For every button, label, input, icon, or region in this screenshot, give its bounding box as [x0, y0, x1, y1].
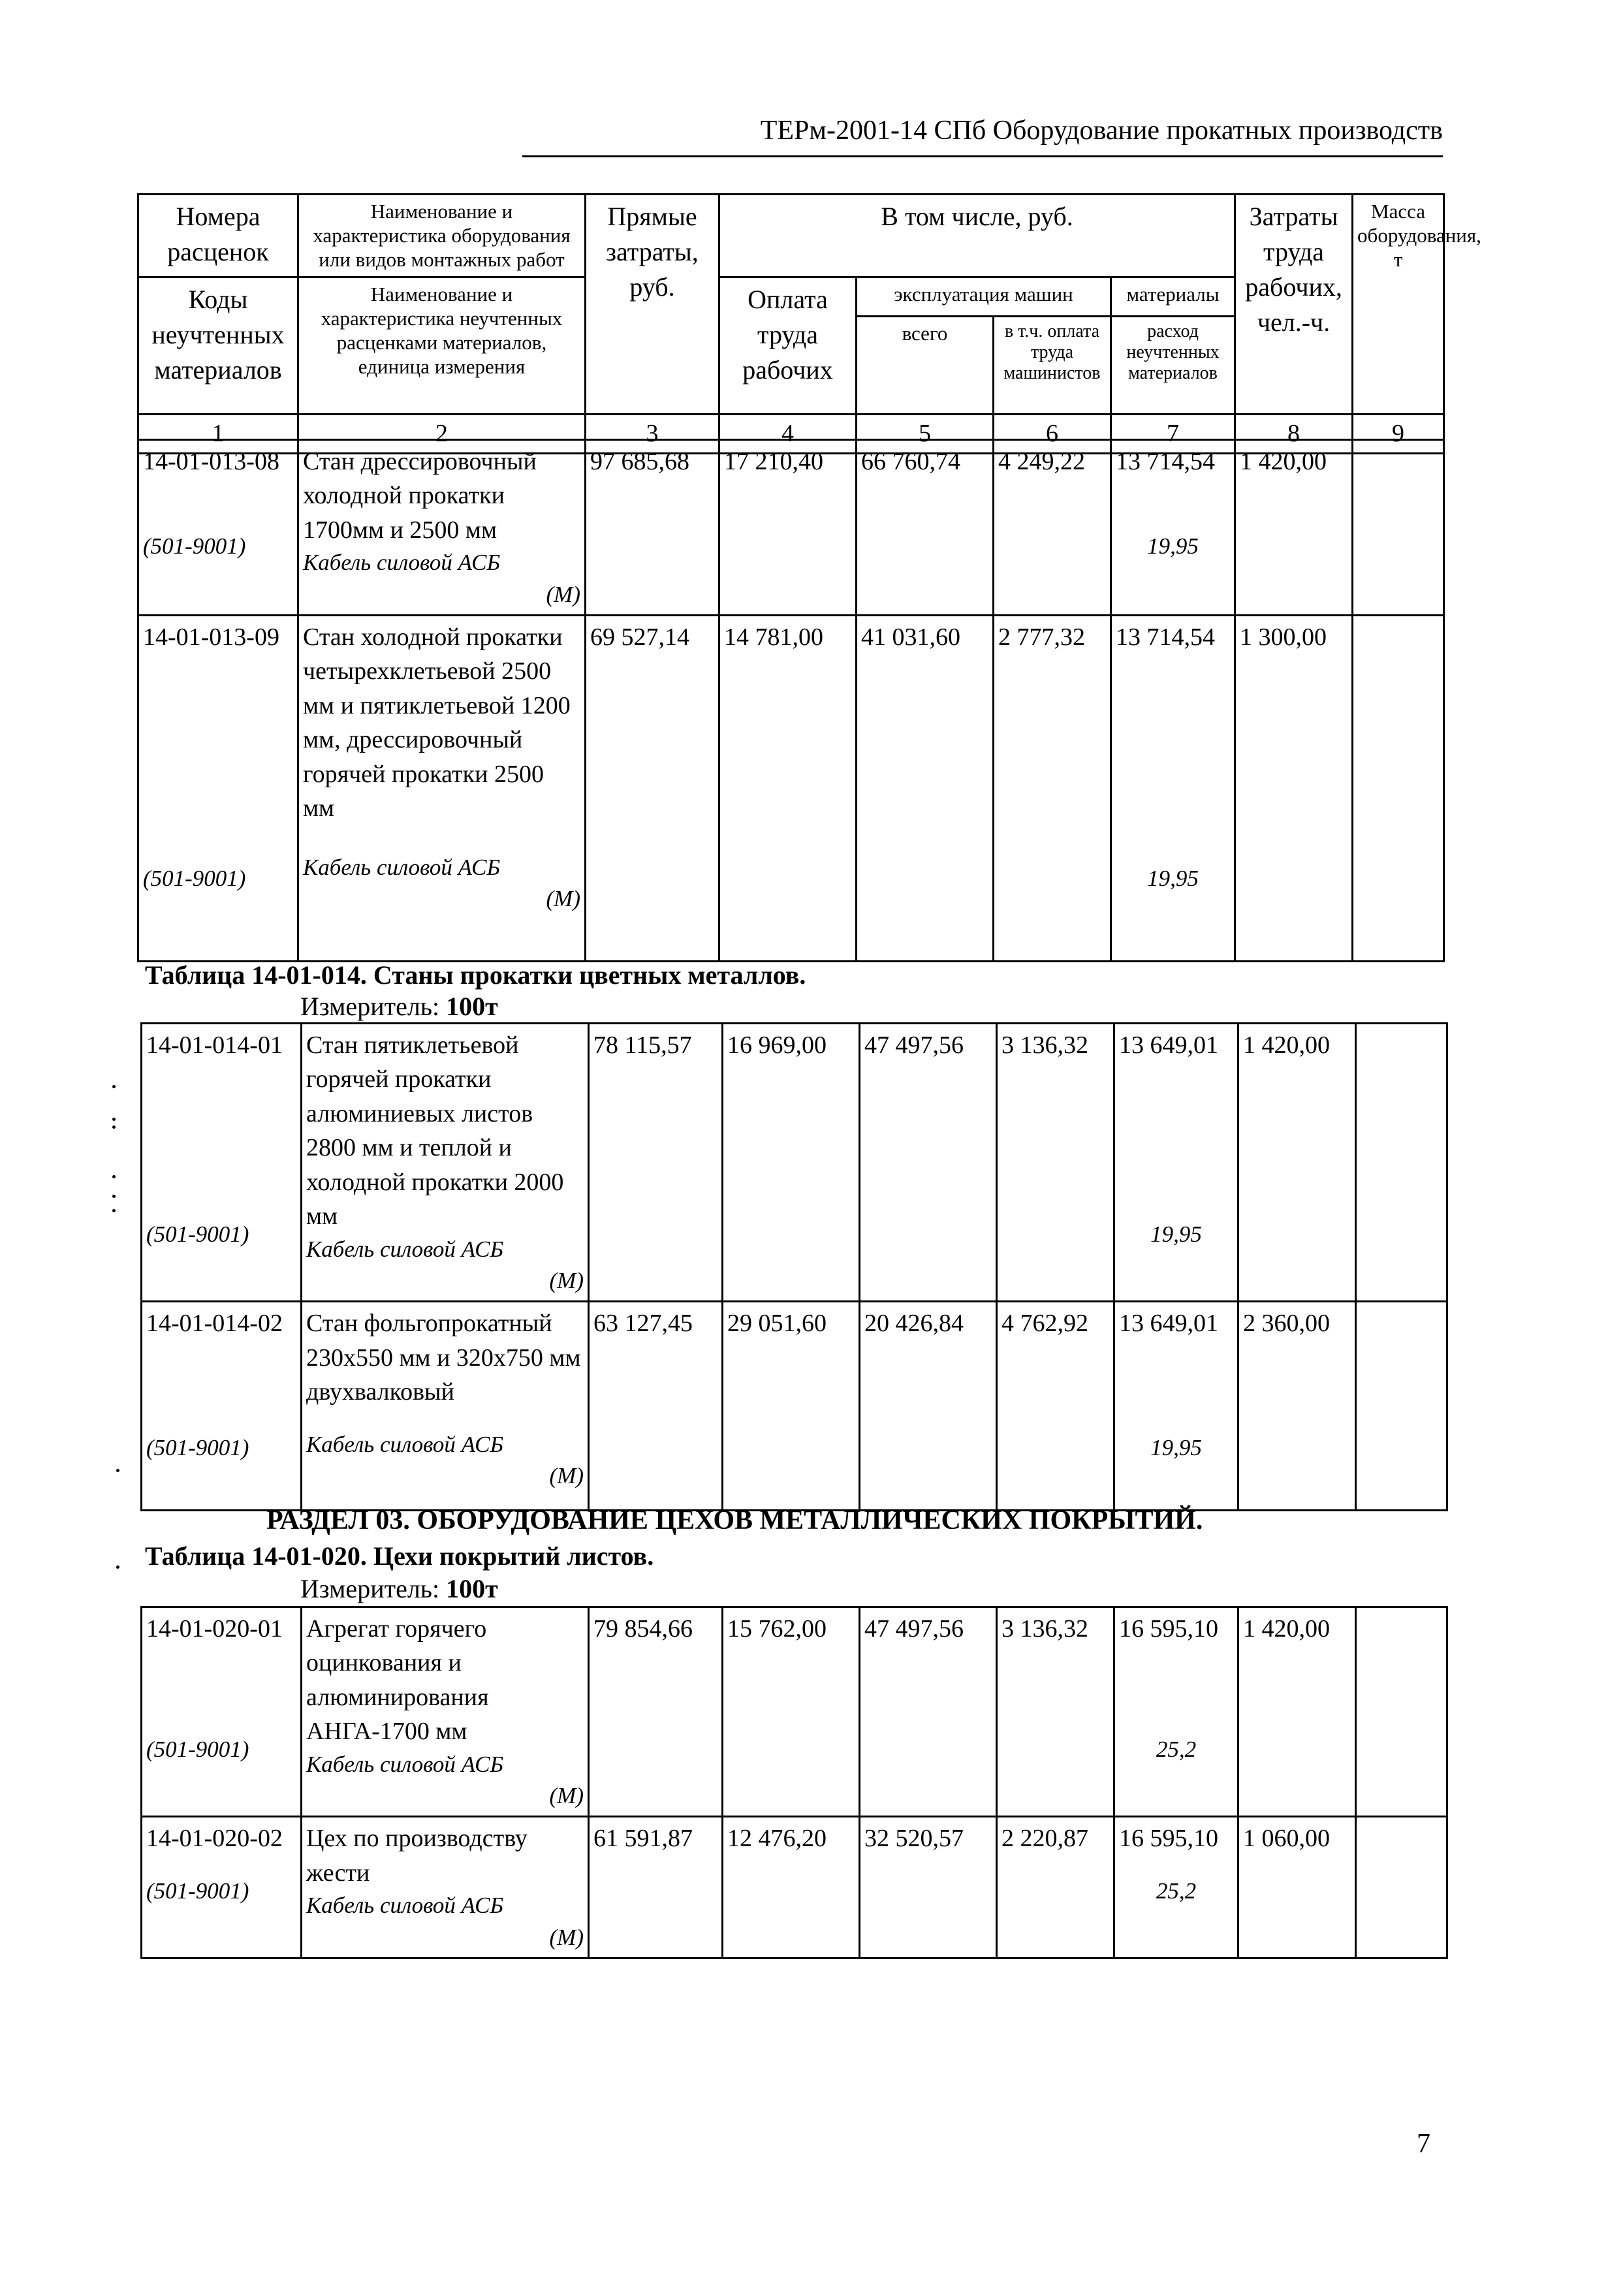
measure-020 [300, 1573, 498, 1604]
header-direct-costs: Прямые затраты, руб. [586, 195, 719, 415]
equipment-mass [1356, 1607, 1447, 1817]
labor-hours: 1 060,00 [1238, 1817, 1356, 1958]
material-mark: (М) [549, 1924, 584, 1950]
labor-pay: 15 762,00 [723, 1607, 860, 1817]
material-code: (501-9001) [146, 1737, 249, 1763]
rate-code: 14-01-020-01 [146, 1615, 283, 1643]
scan-speck [116, 1469, 119, 1472]
materials-cost: 13 714,54 [1116, 448, 1215, 475]
rates-table-020 [140, 1606, 1448, 1959]
machines-total: 32 520,57 [860, 1817, 997, 1958]
table-row [142, 1817, 1447, 1958]
labor-hours: 2 360,00 [1238, 1302, 1356, 1511]
operators-pay: 4 249,22 [994, 440, 1111, 616]
header-rate-numbers: Номера расценок [138, 195, 298, 277]
column-header-table [137, 193, 1481, 454]
measure-label: Измеритель: [300, 1574, 447, 1603]
rate-name: Стан дрессировочный холодной прокатки 1700мм и 2500 мм [303, 448, 537, 544]
rate-name: Стан холодной прокатки четырехклетьевой 2500 мм и пятиклетьевой 1200 мм, дрессировочный горячей прокатки 2500 мм [303, 623, 571, 823]
material-name: Кабель силовой АСБ [306, 1236, 504, 1262]
rate-code: 14-01-013-08 [143, 448, 279, 475]
material-mark: (М) [546, 885, 580, 911]
materials-cost: 13 649,01 [1119, 1310, 1218, 1338]
material-code: (501-9001) [143, 533, 246, 559]
scan-speck [112, 1195, 116, 1198]
measure-value: 100т [446, 1574, 498, 1603]
material-code: (501-9001) [146, 1434, 249, 1460]
header-num-8: 8 [1235, 414, 1353, 454]
header-num-9: 9 [1353, 414, 1444, 454]
header-name: Наименование и характеристика оборудования или видов монтажных работ [298, 195, 586, 277]
operators-pay: 2 777,32 [994, 615, 1111, 961]
machines-total: 41 031,60 [857, 615, 994, 961]
material-qty: 19,95 [1147, 866, 1199, 892]
rate-name: Стан пятиклетьевой горячей прокатки алюминиевых листов 2800 мм и теплой и холодной прокатки 2000 мм [306, 1031, 564, 1231]
material-name: Кабель силовой АСБ [306, 1751, 504, 1777]
page-number: 7 [1417, 2129, 1430, 2159]
scan-speck [116, 1565, 119, 1569]
header-num-1: 1 [138, 414, 298, 454]
measure-014 [300, 991, 498, 1022]
material-mark: (М) [546, 581, 580, 607]
rate-name: Агрегат горячего оцинкования и алюминирования АНГА-1700 мм [306, 1615, 489, 1746]
material-qty: 19,95 [1150, 1434, 1202, 1460]
operators-pay: 3 136,32 [997, 1024, 1114, 1302]
material-code: (501-9001) [146, 1878, 249, 1904]
equipment-mass [1356, 1024, 1447, 1302]
material-qty: 19,95 [1150, 1221, 1202, 1248]
material-qty: 19,95 [1147, 533, 1199, 559]
header-num-4: 4 [719, 414, 857, 454]
table-row [142, 1024, 1447, 1302]
materials-cost: 16 595,10 [1119, 1615, 1218, 1643]
header-materials: материалы [1111, 277, 1235, 316]
materials-cost: 13 714,54 [1116, 623, 1215, 651]
table-row [138, 440, 1444, 616]
labor-pay: 16 969,00 [723, 1024, 860, 1302]
scan-speck [112, 1125, 116, 1129]
header-labor-hours: Затраты труда рабочих, чел.-ч. [1235, 195, 1353, 415]
section-title: РАЗДЕЛ 03. ОБОРУДОВАНИЕ ЦЕХОВ МЕТАЛЛИЧЕСКИХ ПОКРЫТИЙ. [266, 1505, 1203, 1535]
rate-code: 14-01-014-01 [146, 1031, 283, 1059]
scan-speck [112, 1209, 116, 1212]
material-mark: (М) [549, 1462, 584, 1488]
operators-pay: 2 220,87 [997, 1817, 1114, 1958]
rate-code: 14-01-013-09 [143, 623, 279, 651]
labor-pay: 12 476,20 [723, 1817, 860, 1958]
rates-table-014 [140, 1022, 1448, 1511]
header-num-6: 6 [994, 414, 1111, 454]
direct-costs: 97 685,68 [586, 440, 719, 616]
material-name: Кабель силовой АСБ [303, 854, 501, 880]
header-group-including: В том числе, руб. [719, 195, 1235, 277]
header-labor-pay: Оплата труда рабочих [719, 277, 857, 414]
header-num-5: 5 [857, 414, 994, 454]
machines-total: 47 497,56 [860, 1607, 997, 1817]
header-machines-total: всего [857, 316, 994, 414]
labor-hours: 1 420,00 [1238, 1024, 1356, 1302]
material-mark: (М) [549, 1267, 584, 1293]
scan-speck [112, 1118, 116, 1121]
direct-costs: 79 854,66 [589, 1607, 723, 1817]
header-num-7: 7 [1111, 414, 1235, 454]
labor-pay: 17 210,40 [719, 440, 857, 616]
scan-speck [112, 1175, 116, 1178]
direct-costs: 63 127,45 [589, 1302, 723, 1511]
table-row [142, 1302, 1447, 1511]
rate-code: 14-01-014-02 [146, 1310, 283, 1338]
material-mark: (М) [549, 1783, 584, 1809]
operators-pay: 3 136,32 [997, 1607, 1114, 1817]
material-code: (501-9001) [146, 1221, 249, 1248]
direct-costs: 78 115,57 [589, 1024, 723, 1302]
labor-hours: 1 420,00 [1238, 1607, 1356, 1817]
material-qty: 25,2 [1156, 1737, 1197, 1763]
material-name: Кабель силовой АСБ [306, 1431, 504, 1457]
direct-costs: 69 527,14 [586, 615, 719, 961]
table-caption-014: Таблица 14-01-014. Станы прокатки цветных металлов. [145, 960, 806, 990]
header-machine-operation: эксплуатация машин [857, 277, 1111, 316]
labor-pay: 29 051,60 [723, 1302, 860, 1511]
header-material-codes: Коды неучтенных материалов [138, 277, 298, 414]
header-num-2: 2 [298, 414, 586, 454]
table-caption-020: Таблица 14-01-020. Цехи покрытий листов. [145, 1541, 654, 1571]
materials-cost: 13 649,01 [1119, 1031, 1218, 1059]
measure-label: Измеритель: [300, 992, 447, 1021]
measure-value: 100т [446, 992, 498, 1021]
header-mass: Масса оборудования, т [1353, 195, 1444, 415]
rate-name: Цех по производству жести [306, 1825, 528, 1887]
material-code: (501-9001) [143, 866, 246, 892]
labor-pay: 14 781,00 [719, 615, 857, 961]
material-qty: 25,2 [1156, 1878, 1197, 1904]
material-name: Кабель силовой АСБ [306, 1893, 504, 1919]
equipment-mass [1353, 440, 1444, 616]
header-operators-pay: в т.ч. оплата труда машинистов [994, 316, 1111, 414]
direct-costs: 61 591,87 [589, 1817, 723, 1958]
table-row [142, 1607, 1447, 1817]
machines-total: 47 497,56 [860, 1024, 997, 1302]
equipment-mass [1353, 615, 1444, 961]
materials-cost: 16 595,10 [1119, 1825, 1218, 1853]
labor-hours: 1 420,00 [1235, 440, 1353, 616]
header-num-3: 3 [586, 414, 719, 454]
machines-total: 20 426,84 [860, 1302, 997, 1511]
operators-pay: 4 762,92 [997, 1302, 1114, 1511]
machines-total: 66 760,74 [857, 440, 994, 616]
equipment-mass [1356, 1302, 1447, 1511]
header-material-name: Наименование и характеристика неучтенных расценками материалов, единица измерения [298, 277, 586, 414]
table-row [138, 615, 1444, 961]
rate-name: Стан фольгопрокатный 230х550 мм и 320х750 мм двухвалковый [306, 1310, 581, 1406]
header-unaccounted-materials: расход неучтенных материалов [1111, 316, 1235, 414]
rate-code: 14-01-020-02 [146, 1825, 283, 1853]
scan-speck [112, 1085, 116, 1088]
material-name: Кабель силовой АСБ [303, 550, 501, 576]
equipment-mass [1356, 1817, 1447, 1958]
rates-table-013 [137, 439, 1445, 962]
page-header: ТЕРм-2001-14 СПб Оборудование прокатных производств [522, 115, 1443, 157]
labor-hours: 1 300,00 [1235, 615, 1353, 961]
